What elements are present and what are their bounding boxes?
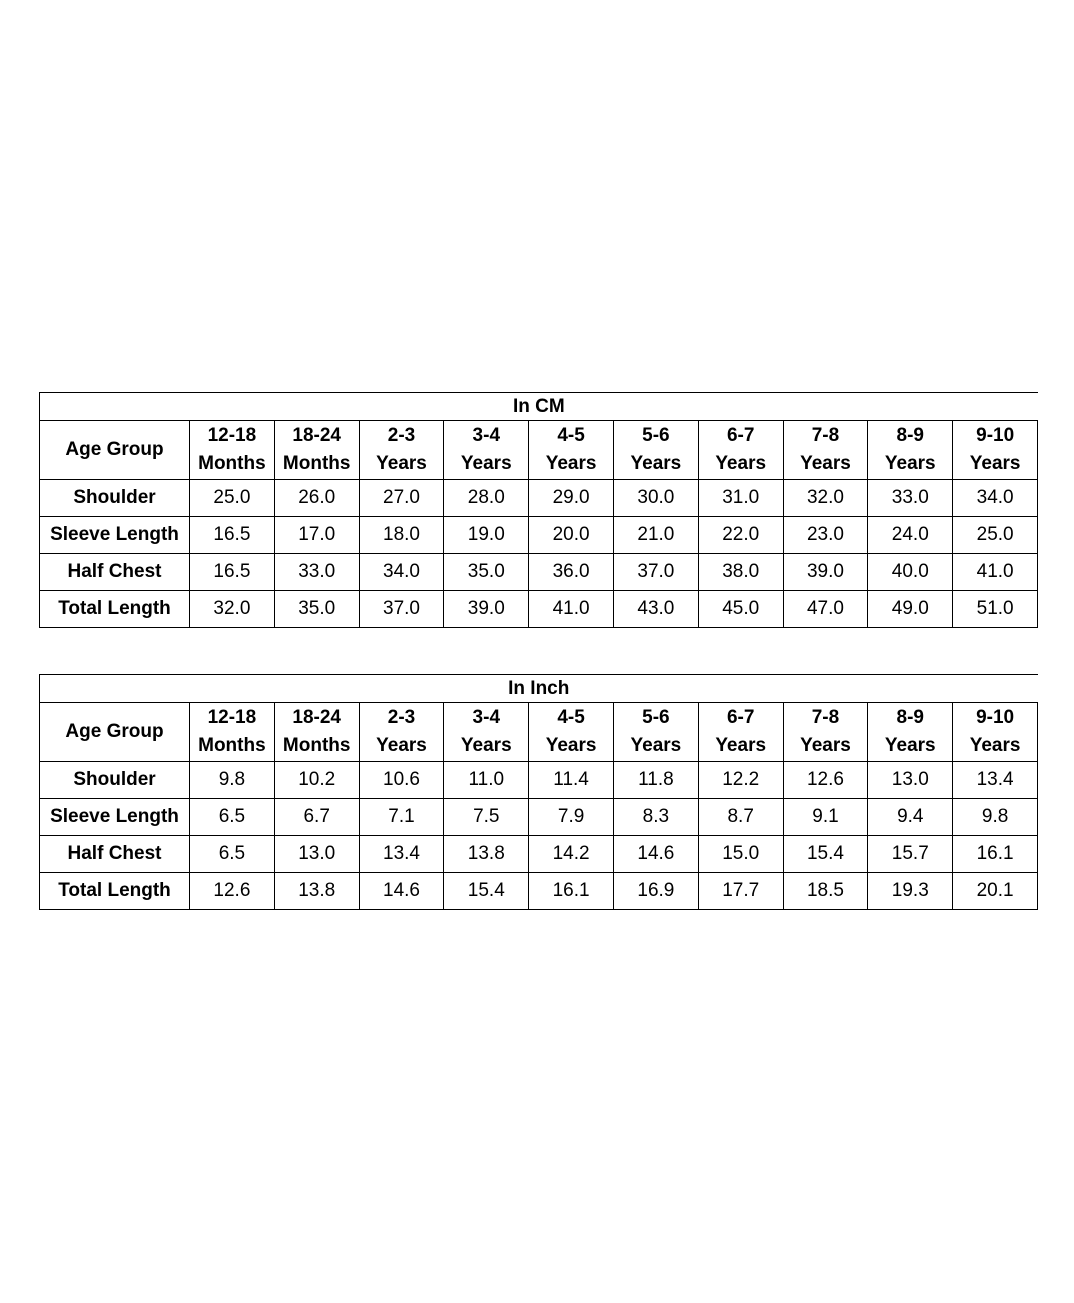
- table-cell: 13.0: [274, 836, 359, 873]
- row-label: Total Length: [40, 873, 190, 910]
- table-cell: 20.0: [529, 517, 614, 554]
- age-column-header: 2-3 Years: [359, 703, 444, 762]
- table-cell: 13.8: [444, 836, 529, 873]
- table-cell: 34.0: [359, 554, 444, 591]
- age-column-header: 6-7 Years: [698, 703, 783, 762]
- age-column-header: 12-18 Months: [190, 421, 275, 480]
- table-row: [40, 554, 1038, 591]
- table-cell: 22.0: [698, 517, 783, 554]
- table-cell: 7.5: [444, 799, 529, 836]
- table-cell: 37.0: [613, 554, 698, 591]
- table-cell: 16.5: [190, 517, 275, 554]
- age-column-header: 8-9 Years: [868, 703, 953, 762]
- age-group-header: Age Group: [40, 703, 190, 762]
- age-column-header: 9-10 Years: [953, 421, 1038, 480]
- row-label: Sleeve Length: [40, 799, 190, 836]
- table-row: [40, 517, 1038, 554]
- table-row: [40, 799, 1038, 836]
- table-cell: 36.0: [529, 554, 614, 591]
- table-cell: 14.6: [359, 873, 444, 910]
- age-column-header: 4-5 Years: [529, 703, 614, 762]
- age-column-header: 3-4 Years: [444, 421, 529, 480]
- table-cell: 24.0: [868, 517, 953, 554]
- table-cell: 31.0: [698, 480, 783, 517]
- table-cell: 10.6: [359, 762, 444, 799]
- row-label: Half Chest: [40, 836, 190, 873]
- table-cell: 6.5: [190, 836, 275, 873]
- table-cell: 16.5: [190, 554, 275, 591]
- table-cell: 19.0: [444, 517, 529, 554]
- header-row: [40, 421, 1038, 480]
- table-cell: 33.0: [868, 480, 953, 517]
- table-row: [40, 591, 1038, 628]
- header-row: [40, 703, 1038, 762]
- table-cell: 35.0: [274, 591, 359, 628]
- table-cell: 25.0: [953, 517, 1038, 554]
- table-cell: 47.0: [783, 591, 868, 628]
- table-cell: 19.3: [868, 873, 953, 910]
- table-cell: 41.0: [953, 554, 1038, 591]
- table-cell: 43.0: [613, 591, 698, 628]
- size-table-cm: [39, 392, 1038, 628]
- table-cell: 34.0: [953, 480, 1038, 517]
- table-cell: 11.8: [613, 762, 698, 799]
- age-column-header: 9-10 Years: [953, 703, 1038, 762]
- table-row: [40, 836, 1038, 873]
- age-column-header: 6-7 Years: [698, 421, 783, 480]
- row-label: Total Length: [40, 591, 190, 628]
- table-cell: 11.0: [444, 762, 529, 799]
- table-cell: 37.0: [359, 591, 444, 628]
- table-cell: 16.1: [953, 836, 1038, 873]
- row-label: Shoulder: [40, 762, 190, 799]
- table-cell: 17.7: [698, 873, 783, 910]
- row-label: Half Chest: [40, 554, 190, 591]
- age-column-header: 18-24 Months: [274, 703, 359, 762]
- table-cell: 14.2: [529, 836, 614, 873]
- table-cell: 11.4: [529, 762, 614, 799]
- age-column-header: 12-18 Months: [190, 703, 275, 762]
- table-cell: 26.0: [274, 480, 359, 517]
- table-cell: 15.4: [444, 873, 529, 910]
- table-cell: 45.0: [698, 591, 783, 628]
- row-label: Shoulder: [40, 480, 190, 517]
- table-cell: 41.0: [529, 591, 614, 628]
- table-cell: 38.0: [698, 554, 783, 591]
- table-cell: 12.6: [783, 762, 868, 799]
- table-cell: 6.5: [190, 799, 275, 836]
- table-row: [40, 480, 1038, 517]
- table-cell: 21.0: [613, 517, 698, 554]
- age-column-header: 18-24 Months: [274, 421, 359, 480]
- table-cell: 16.9: [613, 873, 698, 910]
- table-cell: 9.4: [868, 799, 953, 836]
- table-title: In CM: [40, 393, 1038, 421]
- age-column-header: 7-8 Years: [783, 703, 868, 762]
- table-cell: 13.4: [359, 836, 444, 873]
- table-cell: 8.3: [613, 799, 698, 836]
- age-column-header: 8-9 Years: [868, 421, 953, 480]
- table-cell: 17.0: [274, 517, 359, 554]
- age-column-header: 4-5 Years: [529, 421, 614, 480]
- table-title: In Inch: [40, 675, 1038, 703]
- table-cell: 39.0: [783, 554, 868, 591]
- table-cell: 9.8: [190, 762, 275, 799]
- table-row: [40, 873, 1038, 910]
- table-cell: 6.7: [274, 799, 359, 836]
- table-row: [40, 762, 1038, 799]
- table-cell: 51.0: [953, 591, 1038, 628]
- table-cell: 7.1: [359, 799, 444, 836]
- table-cell: 12.2: [698, 762, 783, 799]
- table-cell: 28.0: [444, 480, 529, 517]
- table-cell: 10.2: [274, 762, 359, 799]
- table-cell: 15.0: [698, 836, 783, 873]
- table-cell: 13.0: [868, 762, 953, 799]
- table-cell: 23.0: [783, 517, 868, 554]
- table-cell: 18.5: [783, 873, 868, 910]
- age-column-header: 3-4 Years: [444, 703, 529, 762]
- table-cell: 32.0: [783, 480, 868, 517]
- table-cell: 7.9: [529, 799, 614, 836]
- table-cell: 20.1: [953, 873, 1038, 910]
- table-cell: 13.4: [953, 762, 1038, 799]
- age-column-header: 7-8 Years: [783, 421, 868, 480]
- table-cell: 8.7: [698, 799, 783, 836]
- table-cell: 9.8: [953, 799, 1038, 836]
- table-cell: 39.0: [444, 591, 529, 628]
- size-table-inch: [39, 674, 1038, 910]
- table-cell: 35.0: [444, 554, 529, 591]
- table-cell: 14.6: [613, 836, 698, 873]
- table-cell: 18.0: [359, 517, 444, 554]
- table-cell: 49.0: [868, 591, 953, 628]
- table-cell: 25.0: [190, 480, 275, 517]
- age-column-header: 5-6 Years: [613, 421, 698, 480]
- age-column-header: 5-6 Years: [613, 703, 698, 762]
- row-label: Sleeve Length: [40, 517, 190, 554]
- table-cell: 15.7: [868, 836, 953, 873]
- table-cell: 33.0: [274, 554, 359, 591]
- table-cell: 29.0: [529, 480, 614, 517]
- table-cell: 13.8: [274, 873, 359, 910]
- table-cell: 12.6: [190, 873, 275, 910]
- table-cell: 16.1: [529, 873, 614, 910]
- table-cell: 30.0: [613, 480, 698, 517]
- age-group-header: Age Group: [40, 421, 190, 480]
- table-cell: 9.1: [783, 799, 868, 836]
- table-cell: 15.4: [783, 836, 868, 873]
- table-cell: 40.0: [868, 554, 953, 591]
- table-cell: 32.0: [190, 591, 275, 628]
- table-cell: 27.0: [359, 480, 444, 517]
- age-column-header: 2-3 Years: [359, 421, 444, 480]
